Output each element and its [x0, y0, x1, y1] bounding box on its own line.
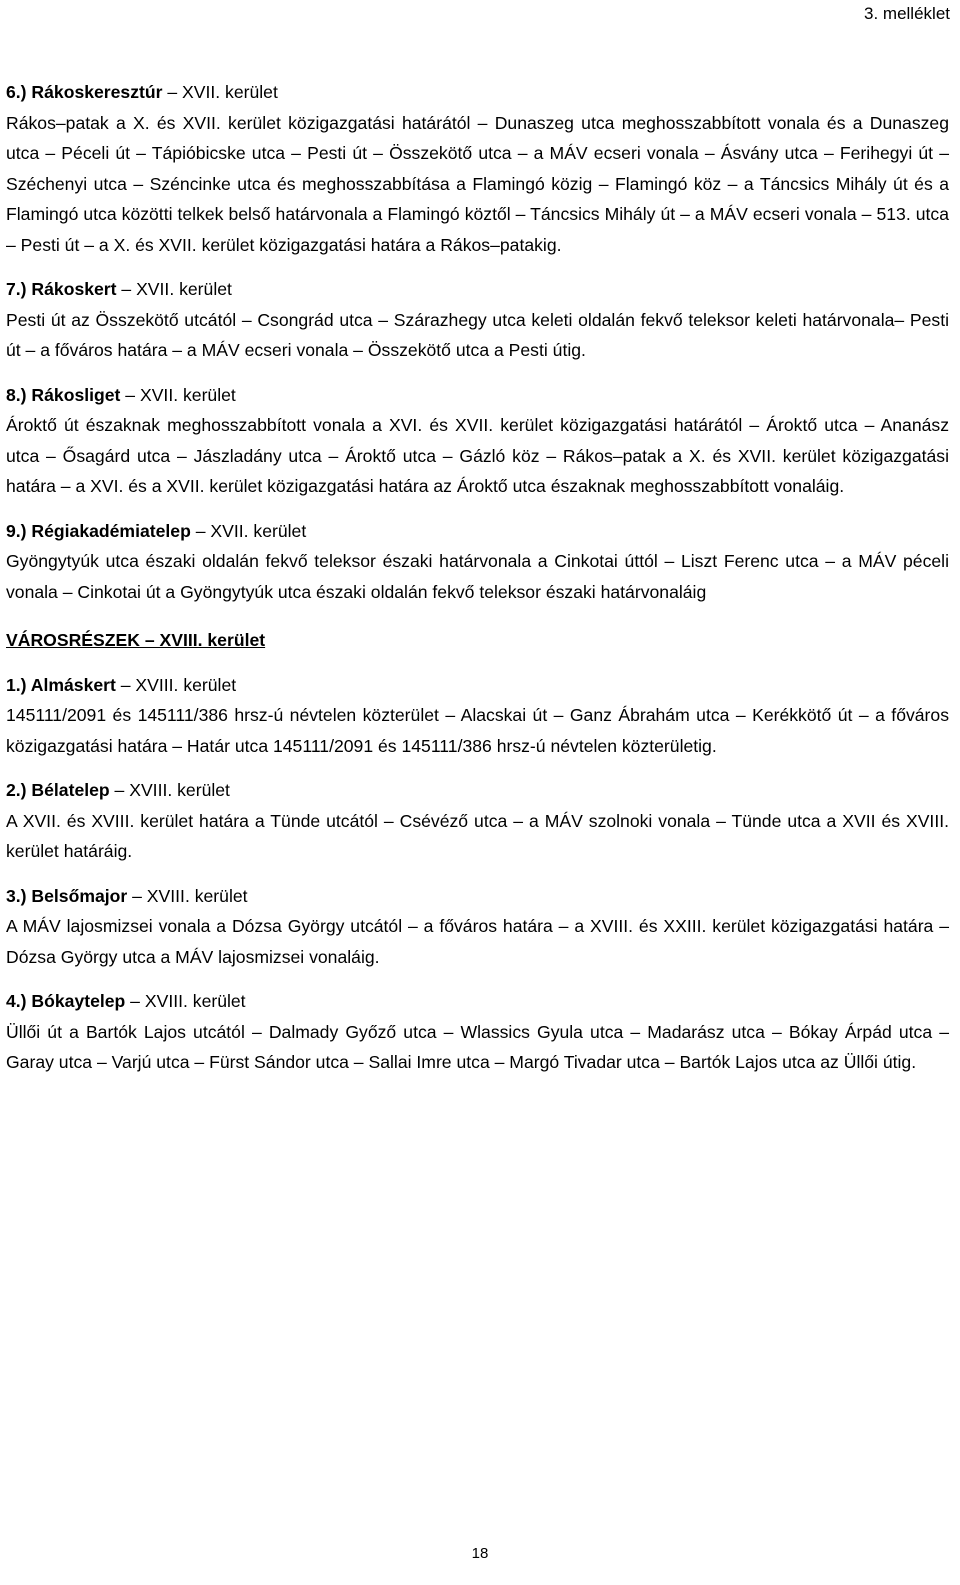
section-number-name: 1.) Almáskert — [6, 674, 116, 695]
section-number-name: 7.) Rákoskert — [6, 279, 117, 299]
section-bokaytelep — [6, 986, 949, 1078]
section-district: – XVII. kerület — [120, 384, 236, 405]
section-number-name: 2.) Bélatelep — [6, 780, 110, 800]
section-number-name: 4.) Bókaytelep — [6, 991, 126, 1011]
section-number-name: 9.) Régiakadémiatelep — [6, 520, 191, 541]
section-belsomajor — [6, 881, 949, 973]
section-heading — [6, 986, 949, 1017]
section-text: 145111/2091 és 145111/386 hrsz-ú névtelen közterület – Alacskai út – Ganz Ábrahám utca – Kerékkötő út – a főváros közigazgatási határa – Határ utca 145111/2091 és 145111/386 hrsz-ú névtelen közterületig. — [6, 705, 949, 756]
section-text: Ároktő út északnak meghosszabbított vonala a XVI. és XVII. kerület közigazgatási határától – Ároktő utca – Ananász utca – Ősagárd utca – Jászladány utca – Ároktő utca – Gázló köz – Rákos–patak a X. és XVII. kerület közigazgatási határa – a XVI. és a XVII. kerület közigazgatási határa az Ároktő utca északnak meghosszabbított vonaláig. — [6, 415, 949, 496]
district-title-text: VÁROSRÉSZEK – XVIII. kerület — [6, 630, 266, 650]
section-district: – XVIII. kerület — [115, 674, 237, 695]
section-heading — [6, 380, 949, 411]
annex-label: 3. melléklet — [864, 4, 950, 23]
section-belatelep — [6, 775, 949, 867]
document-body — [6, 77, 949, 1092]
section-district: – XVIII. kerület — [109, 780, 230, 800]
section-number-name: 3.) Belsőmajor — [6, 885, 128, 906]
section-regiakademiatelep — [6, 516, 949, 608]
section-rakosliget — [6, 380, 949, 502]
section-district: – XVIII. kerület — [127, 885, 248, 906]
section-heading — [6, 516, 949, 547]
section-text: A XVII. és XVIII. kerület határa a Tünde utcától – Csévéző utca – a MÁV szolnoki vonala – Tünde utca a XVII és XVIII. kerület határáig. — [6, 810, 949, 861]
section-rakoskert — [6, 274, 949, 366]
section-heading — [6, 775, 949, 806]
section-text: Üllői út a Bartók Lajos utcától – Dalmady Győző utca – Wlassics Gyula utca – Madarász utca – Bókay Árpád utca – Garay utca – Varjú utca – Fürst Sándor utca – Sallai Imre utca – Margó Tivadar utca – Bartók Lajos utca az Üllői útig. — [6, 1021, 949, 1072]
section-district: – XVII. kerület — [162, 82, 278, 102]
section-number-name: 6.) Rákoskeresztúr — [6, 82, 163, 102]
section-text: Rákos–patak a X. és XVII. kerület közigazgatási határától – Dunaszeg utca meghosszabbított vonala és a Dunaszeg utca – Péceli út – Tápióbicske utca – Pesti út – Összekötő utca – a MÁV ecseri vonala – Ásvány utca – Ferihegyi út – Széchenyi utca – Széncinke utca és meghosszabbítása a Flamingó közig – Flamingó köz – a Táncsics Mihály út és a Flamingó utca közötti telkek belső határvonala a Flamingó köztől – Táncsics Mihály út – a MÁV ecseri vonala – 513. utca – Pesti út – a X. és XVII. kerület közigazgatási határa a Rákos–patakig. — [6, 112, 949, 255]
section-heading — [6, 881, 949, 912]
section-heading — [6, 77, 949, 108]
section-text: Gyöngytyúk utca északi oldalán fekvő teleksor északi határvonala a Cinkotai úttól – Liszt Ferenc utca – a MÁV péceli vonala – Cinkotai út a Gyöngytyúk utca északi oldalán fekvő teleksor északi határvonaláig — [6, 551, 949, 602]
section-heading — [6, 670, 949, 701]
section-district: – XVII. kerület — [190, 520, 307, 541]
section-district: – XVII. kerület — [116, 279, 232, 299]
section-almaskert — [6, 670, 949, 762]
section-text: A MÁV lajosmizsei vonala a Dózsa György utcától – a főváros határa – a XVIII. és XXIII. kerület közigazgatási határa – Dózsa György utca a MÁV lajosmizsei vonaláig. — [6, 916, 949, 967]
section-district: – XVIII. kerület — [125, 991, 246, 1011]
district-title — [6, 625, 949, 656]
section-heading — [6, 274, 949, 305]
section-number-name: 8.) Rákosliget — [6, 384, 121, 405]
page-number: 18 — [471, 1545, 489, 1562]
section-text: Pesti út az Összekötő utcától – Csongrád utca – Szárazhegy utca keleti oldalán fekvő teleksor keleti határvonala– Pesti út – a főváros határa – a MÁV ecseri vonala – Összekötő utca a Pesti útig. — [6, 309, 949, 360]
section-rakoskeresztur — [6, 77, 949, 260]
